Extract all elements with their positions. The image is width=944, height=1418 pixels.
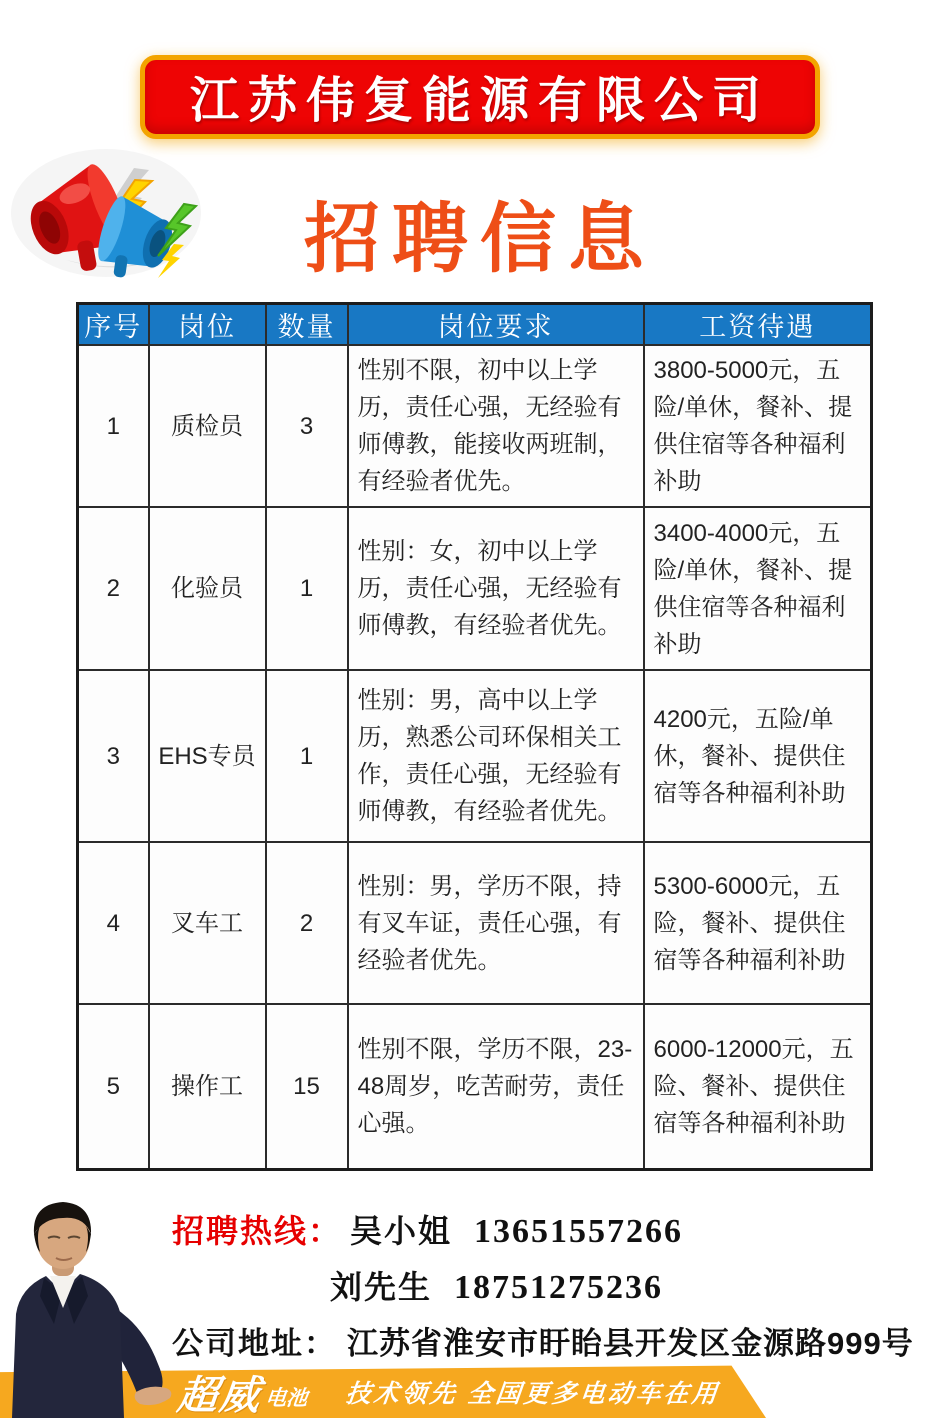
- jobs-table: [76, 302, 873, 1171]
- cell-requirements: 性别不限，学历不限，23-48周岁，吃苦耐劳，责任心强。: [348, 1004, 644, 1169]
- cell-requirements: 性别：男，学历不限，持有叉车证，责任心强，有经验者优先。: [348, 842, 644, 1004]
- cell-position: 操作工: [149, 1004, 266, 1169]
- table-row: [78, 1004, 872, 1169]
- table-header-row: [78, 304, 872, 346]
- cell-position: 质检员: [149, 345, 266, 507]
- cell-position: 叉车工: [149, 842, 266, 1004]
- cell-salary: 5300-6000元，五险，餐补、提供住宿等各种福利补助: [644, 842, 872, 1004]
- cell-count: 1: [266, 507, 348, 670]
- header-position: 岗位: [149, 304, 266, 346]
- company-banner: [140, 55, 820, 139]
- contact-block: [172, 1206, 914, 1373]
- cell-position: 化验员: [149, 507, 266, 670]
- cell-count: 1: [266, 670, 348, 842]
- footer-brand: [175, 1366, 722, 1418]
- cell-salary: 3400-4000元，五险/单休，餐补、提供住宿等各种福利补助: [644, 507, 872, 670]
- cell-salary: 3800-5000元，五险/单休，餐补、提供住宿等各种福利补助: [644, 345, 872, 507]
- company-name: 江苏伟复能源有限公司: [189, 74, 770, 128]
- header-count: 数量: [266, 304, 348, 346]
- spokesman-photo: [0, 1196, 192, 1418]
- cell-no: 5: [78, 1004, 149, 1169]
- cell-requirements: 性别不限，初中以上学历，责任心强，无经验有师傅教，能接收两班制，有经验者优先。: [348, 345, 644, 507]
- contact-phone: 13651557266: [474, 1213, 684, 1250]
- contact-name: 吴小姐: [350, 1213, 453, 1249]
- hotline-line-2: [322, 1262, 892, 1308]
- cell-no: 4: [78, 842, 149, 1004]
- address-label: 公司地址：: [172, 1326, 337, 1361]
- page-title: 招聘信息: [304, 198, 656, 282]
- contact-phone: 18751275236: [454, 1269, 664, 1306]
- cell-no: 2: [78, 507, 149, 670]
- cell-no: 1: [78, 345, 149, 507]
- table-row: [78, 842, 872, 1004]
- address-text: 江苏省淮安市盱眙县开发区金源路999号: [347, 1326, 914, 1361]
- brand-logo-text: 超威: [175, 1373, 264, 1418]
- cell-salary: 6000-12000元，五险、餐补、提供住宿等各种福利补助: [644, 1004, 872, 1169]
- table-row: [78, 507, 872, 670]
- cell-count: 3: [266, 345, 348, 507]
- cell-count: 2: [266, 842, 348, 1004]
- cell-requirements: 性别：女，初中以上学历，责任心强，无经验有师傅教，有经验者优先。: [348, 507, 644, 670]
- address-line: [172, 1318, 914, 1363]
- table-row: [78, 345, 872, 507]
- cell-requirements: 性别：男，高中以上学历，熟悉公司环保相关工作，责任心强，无经验有师傅教，有经验者优先。: [348, 670, 644, 842]
- cell-salary: 4200元，五险/单休，餐补、提供住宿等各种福利补助: [644, 670, 872, 842]
- brand-suffix: 电池: [264, 1387, 309, 1410]
- header-requirements: 岗位要求: [348, 304, 644, 346]
- header-salary: 工资待遇: [644, 304, 872, 346]
- header-no: 序号: [78, 304, 149, 346]
- cell-position: EHS专员: [149, 670, 266, 842]
- brand-slogan: 技术领先 全国更多电动车在用: [344, 1380, 722, 1408]
- table-row: [78, 670, 872, 842]
- cell-no: 3: [78, 670, 149, 842]
- hotline-line-1: [172, 1206, 892, 1252]
- hotline-label: 招聘热线：: [172, 1213, 343, 1249]
- cell-count: 15: [266, 1004, 348, 1169]
- contact-name: 刘先生: [330, 1269, 433, 1305]
